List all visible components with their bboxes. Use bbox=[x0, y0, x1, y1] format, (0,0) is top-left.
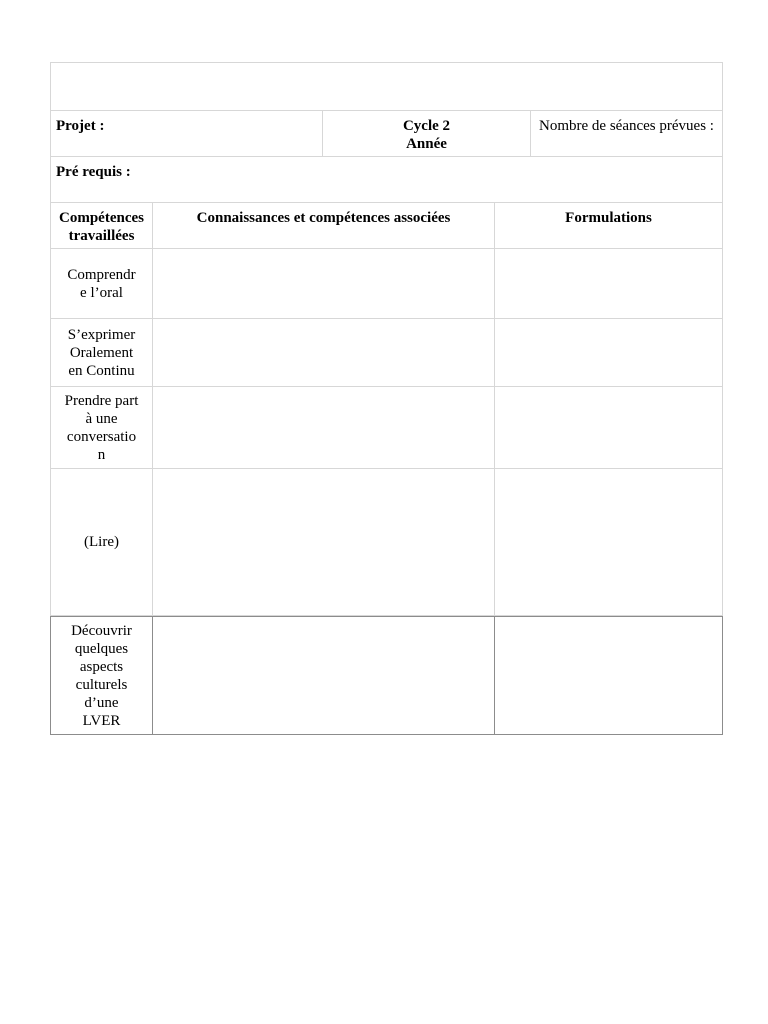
skill-row bbox=[50, 616, 723, 735]
skill-row bbox=[50, 319, 723, 387]
seances-label: Nombre de séances prévues : bbox=[539, 118, 714, 134]
projet-cell bbox=[50, 111, 323, 157]
cycle-cell bbox=[323, 111, 531, 157]
connaissances-cell bbox=[153, 469, 495, 616]
skill-line: Oralement bbox=[69, 344, 134, 361]
prerequis-label: Pré requis : bbox=[56, 164, 131, 180]
skill-cell bbox=[50, 469, 153, 616]
header-competences bbox=[50, 203, 153, 249]
skill-line: Comprendr bbox=[67, 266, 136, 283]
header-connaissances bbox=[153, 203, 495, 249]
banner-row bbox=[50, 62, 723, 111]
skill-line: quelques bbox=[74, 640, 129, 657]
connaissances-cell bbox=[153, 387, 495, 469]
seances-cell bbox=[531, 111, 723, 157]
skill-row bbox=[50, 387, 723, 469]
skill-line: n bbox=[97, 446, 106, 463]
annee-label: Année bbox=[406, 136, 447, 152]
project-info-row bbox=[50, 111, 723, 157]
skill-line: en Continu bbox=[68, 362, 135, 379]
skill-line: Découvrir bbox=[71, 622, 132, 639]
prerequisites-row bbox=[50, 157, 723, 203]
skill-cell bbox=[50, 616, 153, 735]
column-header-row bbox=[50, 203, 723, 249]
formulations-cell bbox=[495, 469, 723, 616]
skill-cell bbox=[50, 387, 153, 469]
formulations-cell bbox=[495, 319, 723, 387]
connaissances-cell bbox=[153, 319, 495, 387]
skill-cell bbox=[50, 319, 153, 387]
skill-line: (Lire) bbox=[84, 534, 119, 550]
skill-line: aspects bbox=[79, 658, 124, 675]
skill-line: culturels bbox=[75, 676, 128, 693]
connaissances-cell bbox=[153, 249, 495, 319]
cycle-label: Cycle 2 bbox=[402, 118, 451, 134]
blank-banner-cell bbox=[50, 62, 723, 111]
projet-label: Projet : bbox=[56, 118, 105, 134]
lesson-plan-form bbox=[50, 62, 723, 735]
connaissances-cell bbox=[153, 616, 495, 735]
skill-line: LVER bbox=[82, 712, 121, 729]
header-competences-label: Compétences travaillées bbox=[59, 210, 144, 244]
skill-line: à une bbox=[85, 410, 118, 427]
prerequis-cell bbox=[50, 157, 723, 203]
skill-line: d’une bbox=[84, 694, 119, 711]
formulations-cell bbox=[495, 387, 723, 469]
header-formulations-label: Formulations bbox=[565, 210, 652, 226]
header-connaissances-label: Connaissances et compétences associées bbox=[196, 210, 451, 226]
skill-row bbox=[50, 249, 723, 319]
skill-line: Prendre part bbox=[64, 392, 139, 409]
skill-line: S’exprimer bbox=[67, 326, 136, 343]
formulations-cell bbox=[495, 249, 723, 319]
skill-cell bbox=[50, 249, 153, 319]
formulations-cell bbox=[495, 616, 723, 735]
skill-line: e l’oral bbox=[80, 284, 123, 301]
skill-row bbox=[50, 469, 723, 616]
skill-line: conversatio bbox=[66, 428, 137, 445]
header-formulations bbox=[495, 203, 723, 249]
